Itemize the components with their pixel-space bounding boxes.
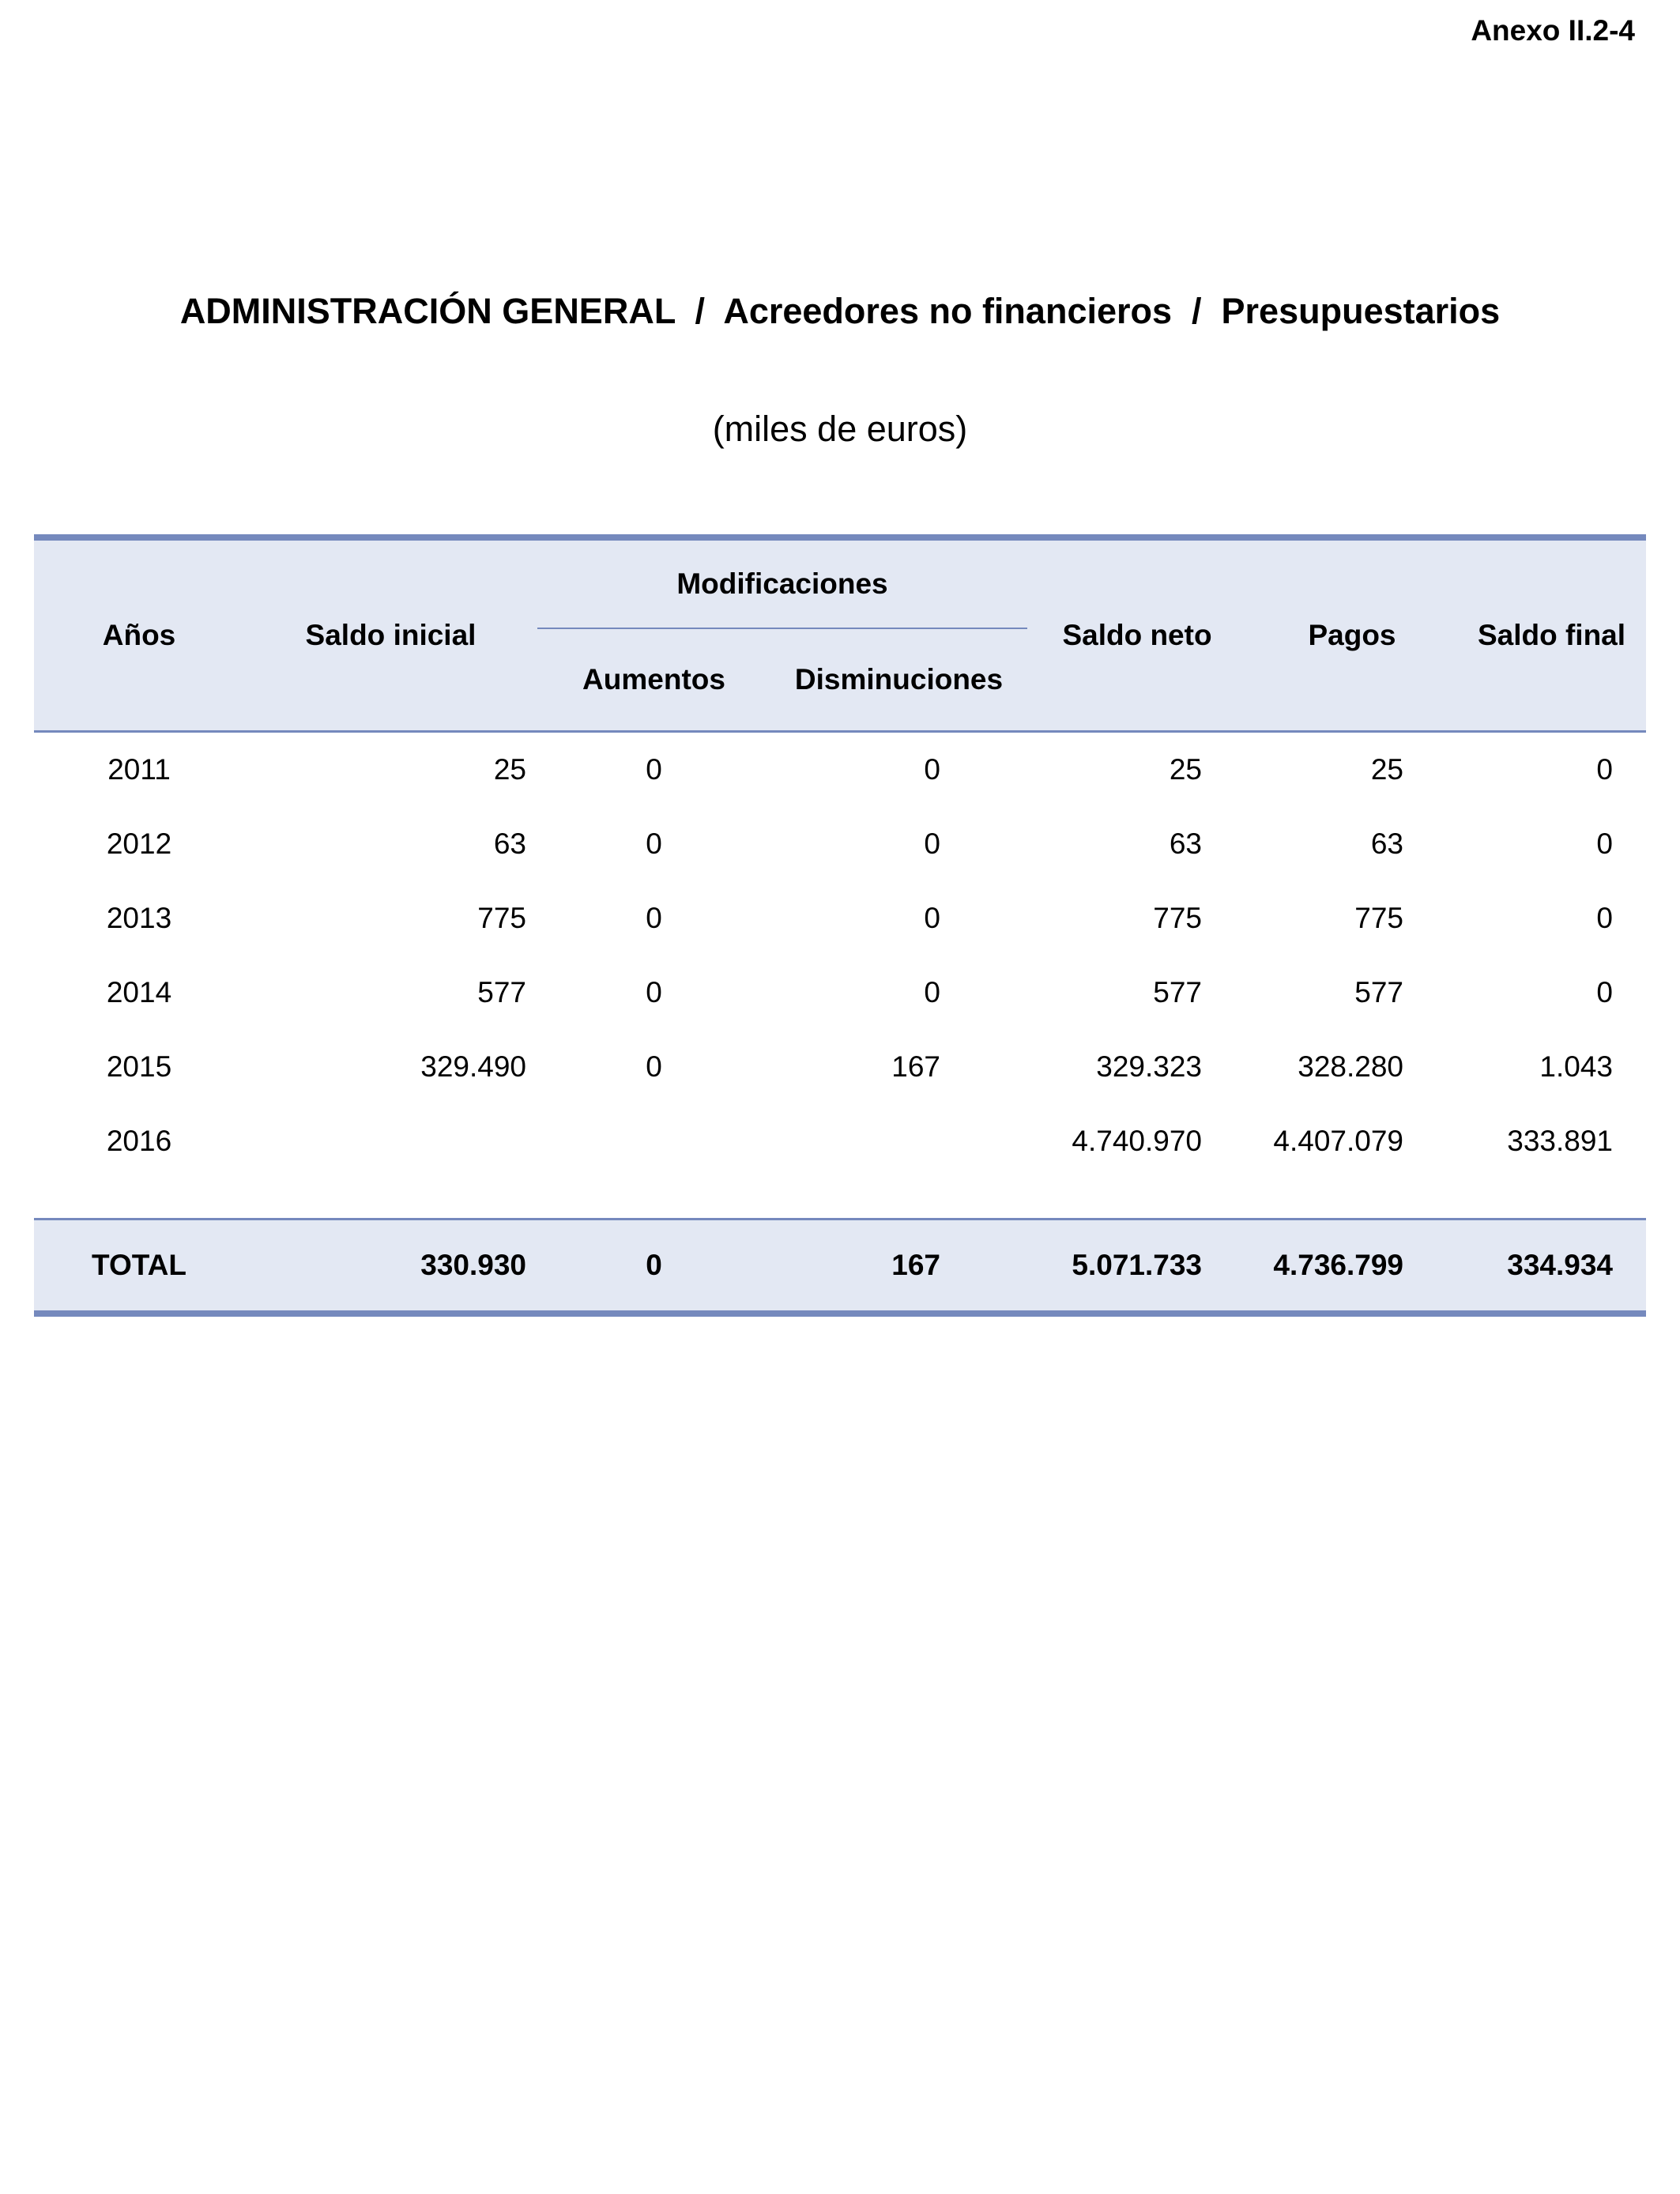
header-modificaciones: Modificaciones bbox=[537, 537, 1027, 628]
cell-saldo-neto: 63 bbox=[1169, 827, 1202, 860]
total-saldo-inicial: 330.930 bbox=[244, 1220, 537, 1314]
cell-disminuciones: 0 bbox=[924, 753, 940, 786]
total-label: TOTAL bbox=[34, 1220, 244, 1314]
cell-year: 2014 bbox=[106, 976, 172, 1008]
total-saldo-final: 334.934 bbox=[1457, 1220, 1646, 1314]
cell-pagos: 25 bbox=[1370, 753, 1403, 786]
creditors-table-container bbox=[34, 534, 1646, 1317]
header-anos: Años bbox=[34, 537, 244, 732]
header-disminuciones: Disminuciones bbox=[770, 628, 1027, 732]
page-title: ADMINISTRACIÓN GENERAL / Acreedores no financieros / Presupuestarios bbox=[179, 291, 1501, 331]
total-pagos: 4.736.799 bbox=[1247, 1220, 1457, 1314]
cell-saldo-final: 0 bbox=[1596, 753, 1613, 786]
cell-disminuciones: 0 bbox=[924, 827, 940, 860]
cell-aumentos: 0 bbox=[646, 753, 662, 786]
header-aumentos: Aumentos bbox=[537, 628, 770, 732]
table-row bbox=[34, 807, 1646, 881]
cell-pagos: 577 bbox=[1354, 976, 1403, 1008]
cell-saldo-neto: 775 bbox=[1153, 902, 1202, 934]
table-row bbox=[34, 732, 1646, 808]
cell-saldo-final: 333.891 bbox=[1507, 1125, 1613, 1157]
header-pagos: Pagos bbox=[1247, 537, 1457, 732]
total-disminuciones: 167 bbox=[770, 1220, 1027, 1314]
cell-saldo-final: 0 bbox=[1596, 902, 1613, 934]
cell-disminuciones: 167 bbox=[891, 1050, 940, 1083]
cell-pagos: 4.407.079 bbox=[1273, 1125, 1403, 1157]
cell-saldo-inicial: 329.490 bbox=[420, 1050, 526, 1083]
cell-saldo-final: 0 bbox=[1596, 976, 1613, 1008]
cell-saldo-neto: 577 bbox=[1153, 976, 1202, 1008]
cell-saldo-final: 0 bbox=[1596, 827, 1613, 860]
total-saldo-neto: 5.071.733 bbox=[1027, 1220, 1247, 1314]
cell-aumentos: 0 bbox=[646, 976, 662, 1008]
header-saldo-inicial: Saldo inicial bbox=[244, 537, 537, 732]
total-row bbox=[34, 1220, 1646, 1314]
cell-disminuciones: 0 bbox=[924, 976, 940, 1008]
cell-year: 2012 bbox=[106, 827, 172, 860]
table-row bbox=[34, 1104, 1646, 1178]
cell-aumentos bbox=[537, 1104, 770, 1178]
cell-aumentos: 0 bbox=[646, 902, 662, 934]
cell-disminuciones: 0 bbox=[924, 902, 940, 934]
cell-saldo-neto: 25 bbox=[1169, 753, 1202, 786]
cell-year: 2013 bbox=[106, 902, 172, 934]
cell-saldo-inicial: 63 bbox=[493, 827, 526, 860]
cell-year: 2011 bbox=[107, 753, 171, 786]
creditors-table bbox=[34, 534, 1646, 1317]
cell-pagos: 328.280 bbox=[1298, 1050, 1403, 1083]
cell-pagos: 63 bbox=[1370, 827, 1403, 860]
header-saldo-final: Saldo final bbox=[1457, 537, 1646, 732]
annex-label: Anexo II.2-4 bbox=[1471, 14, 1635, 47]
cell-saldo-neto: 329.323 bbox=[1096, 1050, 1202, 1083]
header-row bbox=[34, 537, 1646, 628]
total-aumentos: 0 bbox=[537, 1220, 770, 1314]
table-row bbox=[34, 881, 1646, 956]
cell-saldo-final: 1.043 bbox=[1539, 1050, 1613, 1083]
cell-saldo-neto: 4.740.970 bbox=[1072, 1125, 1202, 1157]
cell-pagos: 775 bbox=[1354, 902, 1403, 934]
cell-saldo-inicial: 25 bbox=[493, 753, 526, 786]
cell-aumentos: 0 bbox=[646, 827, 662, 860]
cell-year: 2015 bbox=[106, 1050, 172, 1083]
table-row bbox=[34, 956, 1646, 1030]
cell-saldo-inicial bbox=[244, 1104, 537, 1178]
spacer-row bbox=[34, 1178, 1646, 1220]
table-row bbox=[34, 1030, 1646, 1104]
cell-disminuciones bbox=[770, 1104, 1027, 1178]
spacer-cell bbox=[34, 1178, 1646, 1220]
cell-saldo-inicial: 775 bbox=[477, 902, 526, 934]
page-subtitle: (miles de euros) bbox=[712, 409, 968, 449]
header-saldo-neto: Saldo neto bbox=[1027, 537, 1247, 732]
cell-year: 2016 bbox=[106, 1125, 172, 1157]
cell-saldo-inicial: 577 bbox=[477, 976, 526, 1008]
cell-aumentos: 0 bbox=[646, 1050, 662, 1083]
